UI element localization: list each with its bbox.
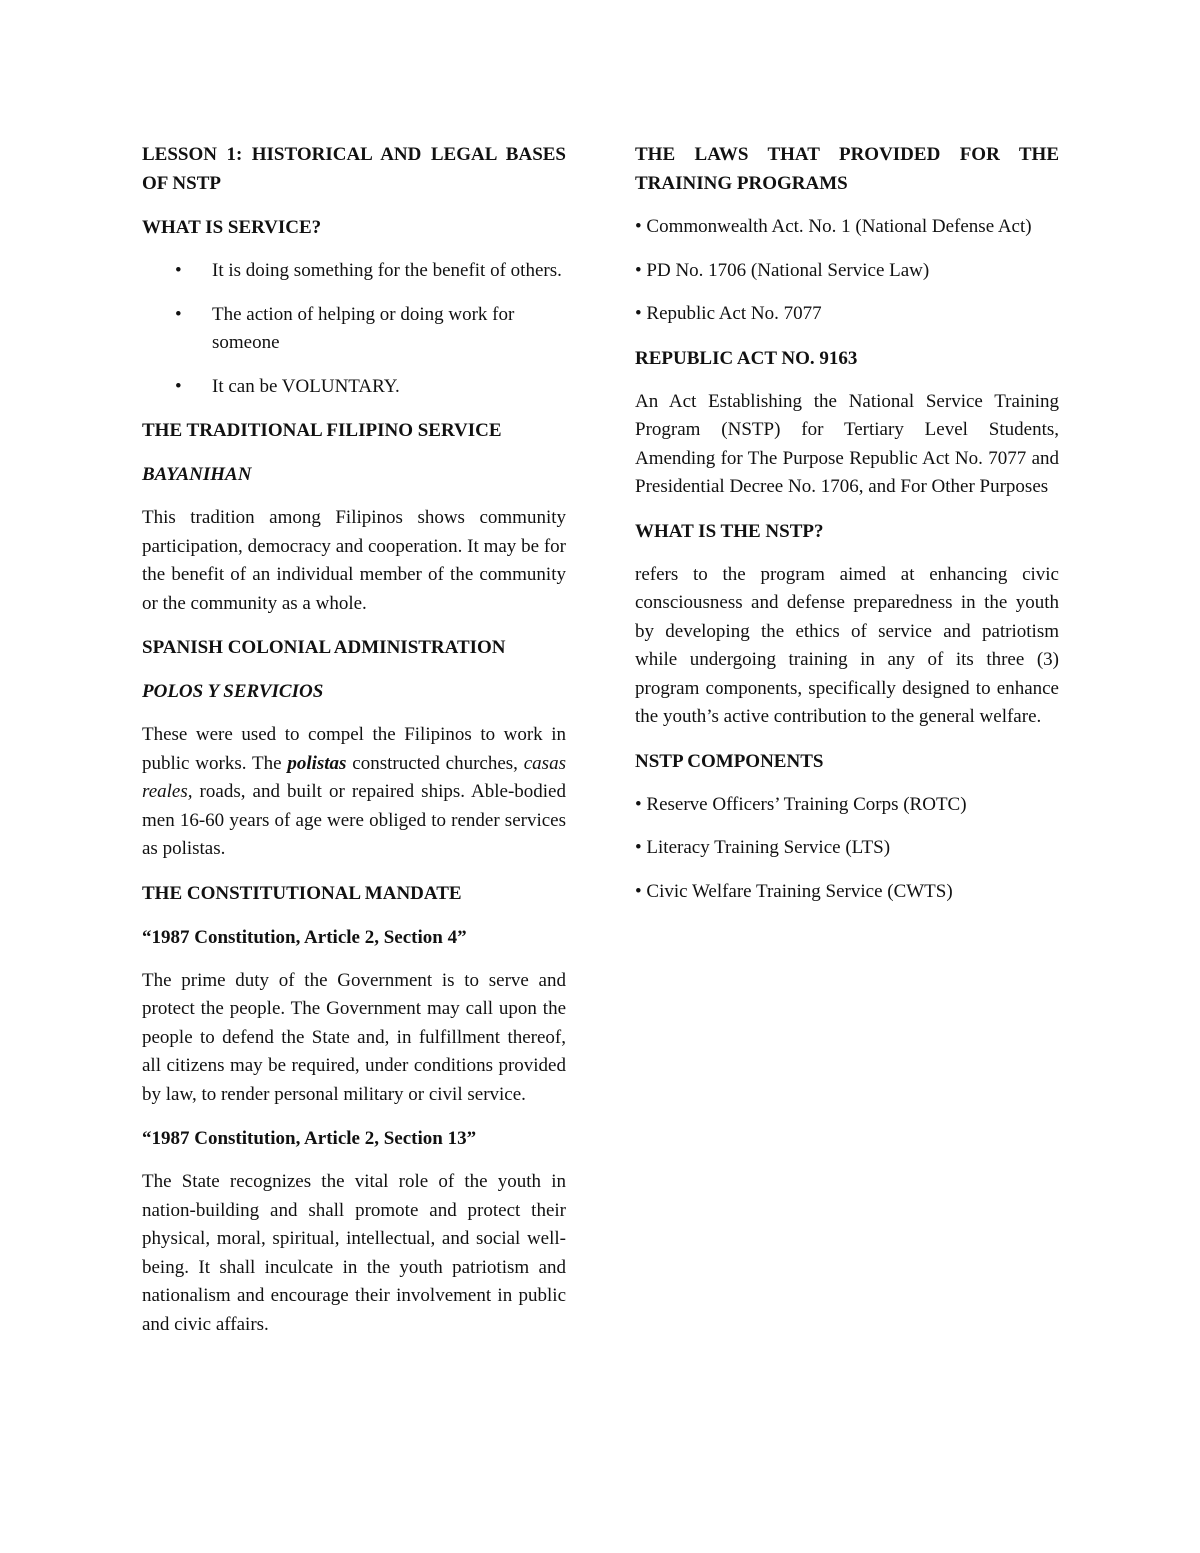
bullet-symbol: • xyxy=(175,375,182,397)
list-item xyxy=(142,301,566,358)
polos-y-servicios-heading: POLOS Y SERVICIOS xyxy=(142,681,324,702)
polos-paragraph xyxy=(142,721,566,864)
service-list xyxy=(142,257,566,401)
nstp-paragraph: refers to the program aimed at enhancing civic consciousness and defense preparedness in the youth by developing the ethics of service and patriotism while undergoing training in any of its three (3) program components, specifically designed to enhance the youth’s active contribution to the general welfare. xyxy=(635,563,1059,727)
bayanihan-heading: BAYANIHAN xyxy=(142,464,252,485)
list-item-text: It is doing something for the benefit of others. xyxy=(212,260,562,281)
polos-text-part: roads, and built or repaired ships. Able-bodied men 16-60 years of age were obliged to render services as polistas. xyxy=(142,781,566,859)
traditional-service-heading: THE TRADITIONAL FILIPINO SERVICE xyxy=(142,420,502,441)
polistas-term: polistas xyxy=(287,752,347,774)
left-column xyxy=(142,140,566,1339)
bullet-symbol: • xyxy=(175,260,182,281)
component-item: • Reserve Officers’ Training Corps (ROTC) xyxy=(635,793,967,815)
section-13-paragraph: The State recognizes the vital role of the youth in nation-building and shall promote and protect their physical, moral, spiritual, intellectual, and social well-being. It shall inculcate in the youth patriotism and nationalism and encourage their involvement in public and civic affairs. xyxy=(142,1171,566,1335)
right-column xyxy=(635,140,1059,906)
what-is-nstp-heading: WHAT IS THE NSTP? xyxy=(635,520,824,542)
law-item: • PD No. 1706 (National Service Law) xyxy=(635,259,930,281)
list-item-text: The action of helping or doing work for someone xyxy=(212,303,515,353)
casas-reales-term: casas reales, xyxy=(142,752,566,802)
lesson-title: LESSON 1: HISTORICAL AND LEGAL BASES OF NSTP xyxy=(142,144,566,194)
bayanihan-paragraph: This tradition among Filipinos shows community participation, democracy and cooperation. It may be for the benefit of an individual member of the community or the community as a whole. xyxy=(142,507,566,614)
list-item xyxy=(142,373,566,402)
republic-act-paragraph: An Act Establishing the National Service Training Program (NSTP) for Tertiary Level Students, Amending for The Purpose Republic Act No. 7077 and Presidential Decree No. 1706, and For Other Purposes xyxy=(635,390,1059,497)
law-item: • Commonwealth Act. No. 1 (National Defense Act) xyxy=(635,216,1032,237)
bullet-symbol: • xyxy=(175,303,182,325)
laws-heading: THE LAWS THAT PROVIDED FOR THE TRAINING PROGRAMS xyxy=(635,144,1059,194)
section-4-heading: “1987 Constitution, Article 2, Section 4” xyxy=(142,926,467,948)
polos-text-part: These were used to compel the Filipinos to work in public works. The xyxy=(142,724,566,774)
republic-act-heading: REPUBLIC ACT NO. 9163 xyxy=(635,347,858,369)
component-item: • Literacy Training Service (LTS) xyxy=(635,837,891,858)
nstp-components-heading: NSTP COMPONENTS xyxy=(635,750,824,772)
section-13-heading: “1987 Constitution, Article 2, Section 13” xyxy=(142,1128,477,1149)
constitutional-mandate-heading: THE CONSTITUTIONAL MANDATE xyxy=(142,882,462,904)
service-heading: WHAT IS SERVICE? xyxy=(142,217,322,238)
polos-text-part: constructed churches, xyxy=(346,752,524,774)
section-4-paragraph: The prime duty of the Government is to serve and protect the people. The Government may call upon the people to defend the State and, in fulfillment thereof, all citizens may be required, under conditions provided by law, to render personal military or civil service. xyxy=(142,969,566,1105)
list-item xyxy=(142,257,566,286)
list-item-text: It can be VOLUNTARY. xyxy=(212,375,400,397)
component-item: • Civic Welfare Training Service (CWTS) xyxy=(635,880,953,902)
law-item: • Republic Act No. 7077 xyxy=(635,303,822,324)
spanish-colonial-heading: SPANISH COLONIAL ADMINISTRATION xyxy=(142,637,506,658)
